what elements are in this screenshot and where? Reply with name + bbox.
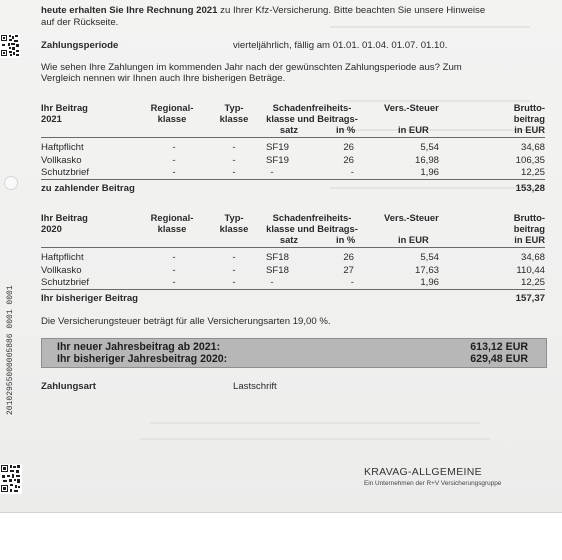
col-steuer-header: Vers.-Steuer	[384, 102, 439, 113]
annual-new-label: Ihr neuer Jahresbeitrag ab 2021:	[57, 341, 221, 353]
col-typ-header: Typ- klasse	[219, 212, 249, 234]
col-beitrag-header: Ihr Beitrag 2020	[41, 212, 88, 234]
total-rule	[41, 289, 545, 290]
question-line-2: Vergleich nennen wir Ihnen auch Ihre bisherigen Beträge.	[41, 73, 286, 84]
zahlungsperiode-value: vierteljährlich, fällig am 01.01. 01.04. 01.07. 01.10.	[233, 40, 448, 51]
intro-rest: zu Ihrer Kfz-Versicherung. Bitte beachten Sie unsere Hinweise	[217, 5, 486, 16]
intro-line-1	[41, 5, 485, 16]
qr-code-top-icon	[0, 34, 20, 58]
header-rule	[41, 137, 545, 138]
col-typ-header: Typ- klasse	[219, 102, 249, 124]
col-beitrag-header: Ihr Beitrag 2021	[41, 102, 88, 124]
col-pct-header: in %	[336, 124, 356, 135]
company-subtitle: Ein Unternehmen der R+V Versicherungsgruppe	[364, 480, 502, 487]
intro-line-2: auf der Rückseite.	[41, 17, 119, 28]
company-name: KRAVAG-ALLGEMEINE	[364, 466, 482, 478]
col-sf-header: Schadenfreiheits- klasse und Beitrags- satz	[266, 102, 358, 135]
col-steuer-unit: in EUR	[398, 234, 429, 245]
total-rule	[41, 179, 545, 180]
total-label: Ihr bisheriger Beitrag	[41, 293, 139, 304]
annual-new-value: 613,12 EUR	[470, 341, 528, 353]
zahlungsart-label: Zahlungsart	[41, 381, 96, 392]
col-brutto-header: Brutto- beitrag in EUR	[513, 102, 545, 135]
total-label: zu zahlender Beitrag	[41, 183, 135, 194]
total-value: 157,37	[515, 293, 545, 304]
col-sf-header: Schadenfreiheits- klasse und Beitrags- satz	[266, 212, 358, 245]
col-regional-header: Regional- klasse	[150, 102, 194, 124]
col-steuer-unit: in EUR	[398, 124, 429, 135]
col-regional-header: Regional- klasse	[150, 212, 194, 234]
question-line-1: Wie sehen Ihre Zahlungen im kommenden Jahr nach der gewünschten Zahlungsperiode aus? Zum	[41, 62, 462, 73]
annual-old-value: 629,48 EUR	[470, 353, 528, 365]
show-through	[140, 438, 490, 440]
show-through	[150, 422, 480, 424]
show-through	[330, 26, 530, 28]
header-rule	[41, 247, 545, 248]
zahlungsperiode-label: Zahlungsperiode	[41, 40, 119, 51]
annual-old-label: Ihr bisheriger Jahresbeitrag 2020:	[57, 353, 228, 365]
col-pct-header: in %	[336, 234, 356, 245]
punch-hole	[4, 176, 18, 190]
tax-note: Die Versicherungsteuer beträgt für alle Versicherungsarten 19,00 %.	[41, 316, 331, 327]
document-page: 20102955000005886 0001 0001 heute erhalten Sie Ihre Rechnung 2021 zu Ihrer Kfz-Versicherung. Bitte beachten Sie unsere Hinweise auf der Rückseite. Zahlungsperiode vierteljährlich, fällig am 01.01. 01.04. 01.07. 01.10. Wie sehen Ihre Zahlungen im kommenden Jahr nach der gewünschten Zahlungsperiode aus? Zum Vergleich nennen wir Ihnen auch Ihre bisherigen Beträge. Ihr Beitrag 2021 Regional- klasse Typ- klasse Schadenfreiheits- klasse und Beitrags- satz in % Vers.-Steuer in EUR Brutto- beitrag in EUR Haftpflicht - - SF19 26 5,54 34,68 Vollkasko - - SF19 26 16,98 106,35 Schutzbrief - - - - 1,96 12,25 zu zahlender Beitrag 153,28 Ihr Beitrag 2020 Regional- klasse Typ- klasse Schadenfreiheits- klasse und Beitrags- satz in % Vers.-Steuer in EUR Brutto- beitrag in EUR Haftpflicht - - SF18 26 5,54 34,68 Vollkasko - - SF18 27 17,63 110,44 Schutzbrief - - - - 1,96 12,25 Ihr bisheriger Beitrag 157,37 Die Versicherungsteuer beträgt für alle Versicherungsarten 19,00 %. Ihr neuer Jahresbeitrag ab 2021: 613,12 EUR Ihr bisheriger Jahresbeitrag 2020: 629,48 EUR Zahlungsart Lastschrift KRAVAG-ALLGEMEINE Ein Unternehmen der R+V Versicherungsgruppe	[0, 0, 562, 513]
col-steuer-header: Vers.-Steuer	[384, 212, 439, 223]
zahlungsart-value: Lastschrift	[233, 381, 277, 392]
intro-bold: heute erhalten Sie Ihre Rechnung 2021	[41, 5, 218, 16]
total-value: 153,28	[515, 183, 545, 194]
qr-code-bottom-icon	[0, 464, 22, 494]
side-code: 20102955000005886 0001 0001	[6, 285, 15, 415]
col-brutto-header: Brutto- beitrag in EUR	[513, 212, 545, 245]
